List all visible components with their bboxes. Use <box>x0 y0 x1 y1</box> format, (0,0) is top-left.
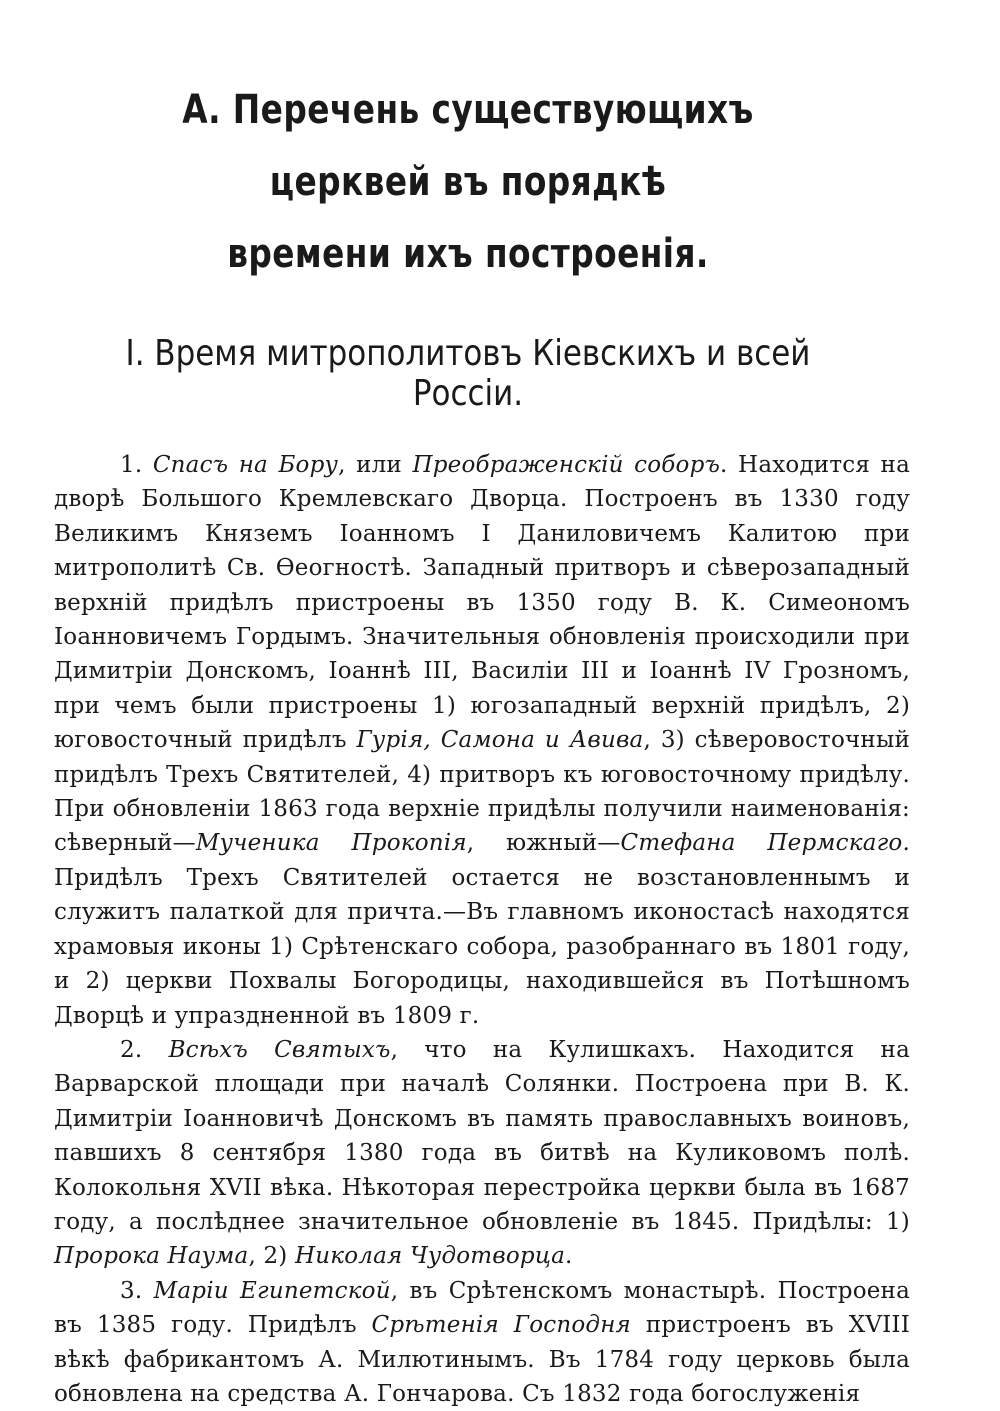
church-name: Маріи Египетской <box>153 1277 391 1304</box>
entry-text: , или <box>338 452 413 478</box>
entry-number: 2. <box>120 1036 143 1063</box>
chapel-name: Стефана Пермскаго <box>620 830 903 857</box>
chapel-name: Гурія, Самона и Авива <box>356 727 644 754</box>
title-line-1: А. Перечень существующихъ церквей въ порядкѣ <box>182 87 754 205</box>
entry-number: 1. <box>120 452 143 478</box>
church-name: Всѣхъ Святыхъ <box>168 1036 391 1063</box>
entry-text: . Находится на дворѣ Большого Кремлевскаго Дворца. Построенъ въ 1330 году Великимъ Княземъ Іоанномъ I Даниловичемъ Калитою при митрополитѣ Св. Ѳеогностѣ. Западный притворъ и сѣверозападный верхній придѣлъ пристроены въ 1350 году В. К. Симеономъ Іоанновичемъ Гордымъ. Значительныя обновленія происходили при Димитріи Донскомъ, Іоаннѣ III, Василіи III и Іоаннѣ IV Грозномъ, при чемъ были пристроены 1) югозападный верхній придѣлъ, 2) юговосточный придѣлъ <box>54 452 910 754</box>
entry-text: . <box>565 1243 573 1270</box>
church-name: Спасъ на Бору <box>152 452 339 478</box>
entry-text: . Придѣлъ Трехъ Святителей остается не возстановленнымъ и служитъ палаткой для причта.—Въ главномъ иконостасѣ находятся храмовыя иконы 1) Срѣтенскаго собора, разобраннаго въ 1801 году, и 2) церкви Похвалы Богородицы, находившейся въ Потѣшномъ Дворцѣ и упраздненной въ 1809 г. <box>54 830 910 1029</box>
entry-1 <box>54 448 910 1033</box>
entry-number: 3. <box>120 1277 143 1304</box>
entry-text: пристроенъ въ XVIII вѣкѣ фабрикантомъ А. Милютинымъ. Въ 1784 году церковь была обновлена на средства А. Гончарова. Съ 1832 года богослуженія <box>54 1312 910 1407</box>
chapel-name: Срѣтенія Господня <box>371 1312 631 1339</box>
chapel-name: Пророка Наума <box>54 1243 249 1270</box>
entry-text: , что на Кулишкахъ. Находится на Варварской площади при началѣ Солянки. Построена при В. К. Димитріи Іоанновичѣ Донскомъ въ память православныхъ воиновъ, павшихъ 8 сентября 1380 года въ битвѣ на Куликовомъ полѣ. Колокольня XVII вѣка. Нѣкоторая перестройка церкви была въ 1687 году, а послѣднее значительное обновленіе въ 1845. Придѣлы: 1) <box>54 1036 910 1235</box>
entry-3 <box>54 1274 910 1411</box>
chapel-name: Мученика Прокопія <box>195 830 467 857</box>
document-body <box>26 448 910 1411</box>
title-line-2: времени ихъ построенія. <box>227 231 709 277</box>
entry-text: , южный— <box>466 830 621 857</box>
entry-text: , 3) сѣверовосточный придѣлъ Трехъ Святителей, 4) притворъ къ юговосточному придѣлу. При обновленіи 1863 года верхніе придѣлы получили наименованія: сѣверный— <box>54 727 910 857</box>
chapel-name: Николая Чудотворца <box>295 1243 566 1270</box>
entry-text: , 2) <box>248 1243 295 1270</box>
entry-text: , въ Срѣтенскомъ монастырѣ. Построена въ 1385 году. Придѣлъ <box>54 1277 911 1339</box>
entry-2 <box>54 1033 910 1274</box>
church-name: Преображенскій соборъ <box>412 452 721 478</box>
section-heading: I. Время митрополитовъ Кіевскихъ и всей Россіи. <box>125 333 811 414</box>
page-title <box>106 74 831 290</box>
